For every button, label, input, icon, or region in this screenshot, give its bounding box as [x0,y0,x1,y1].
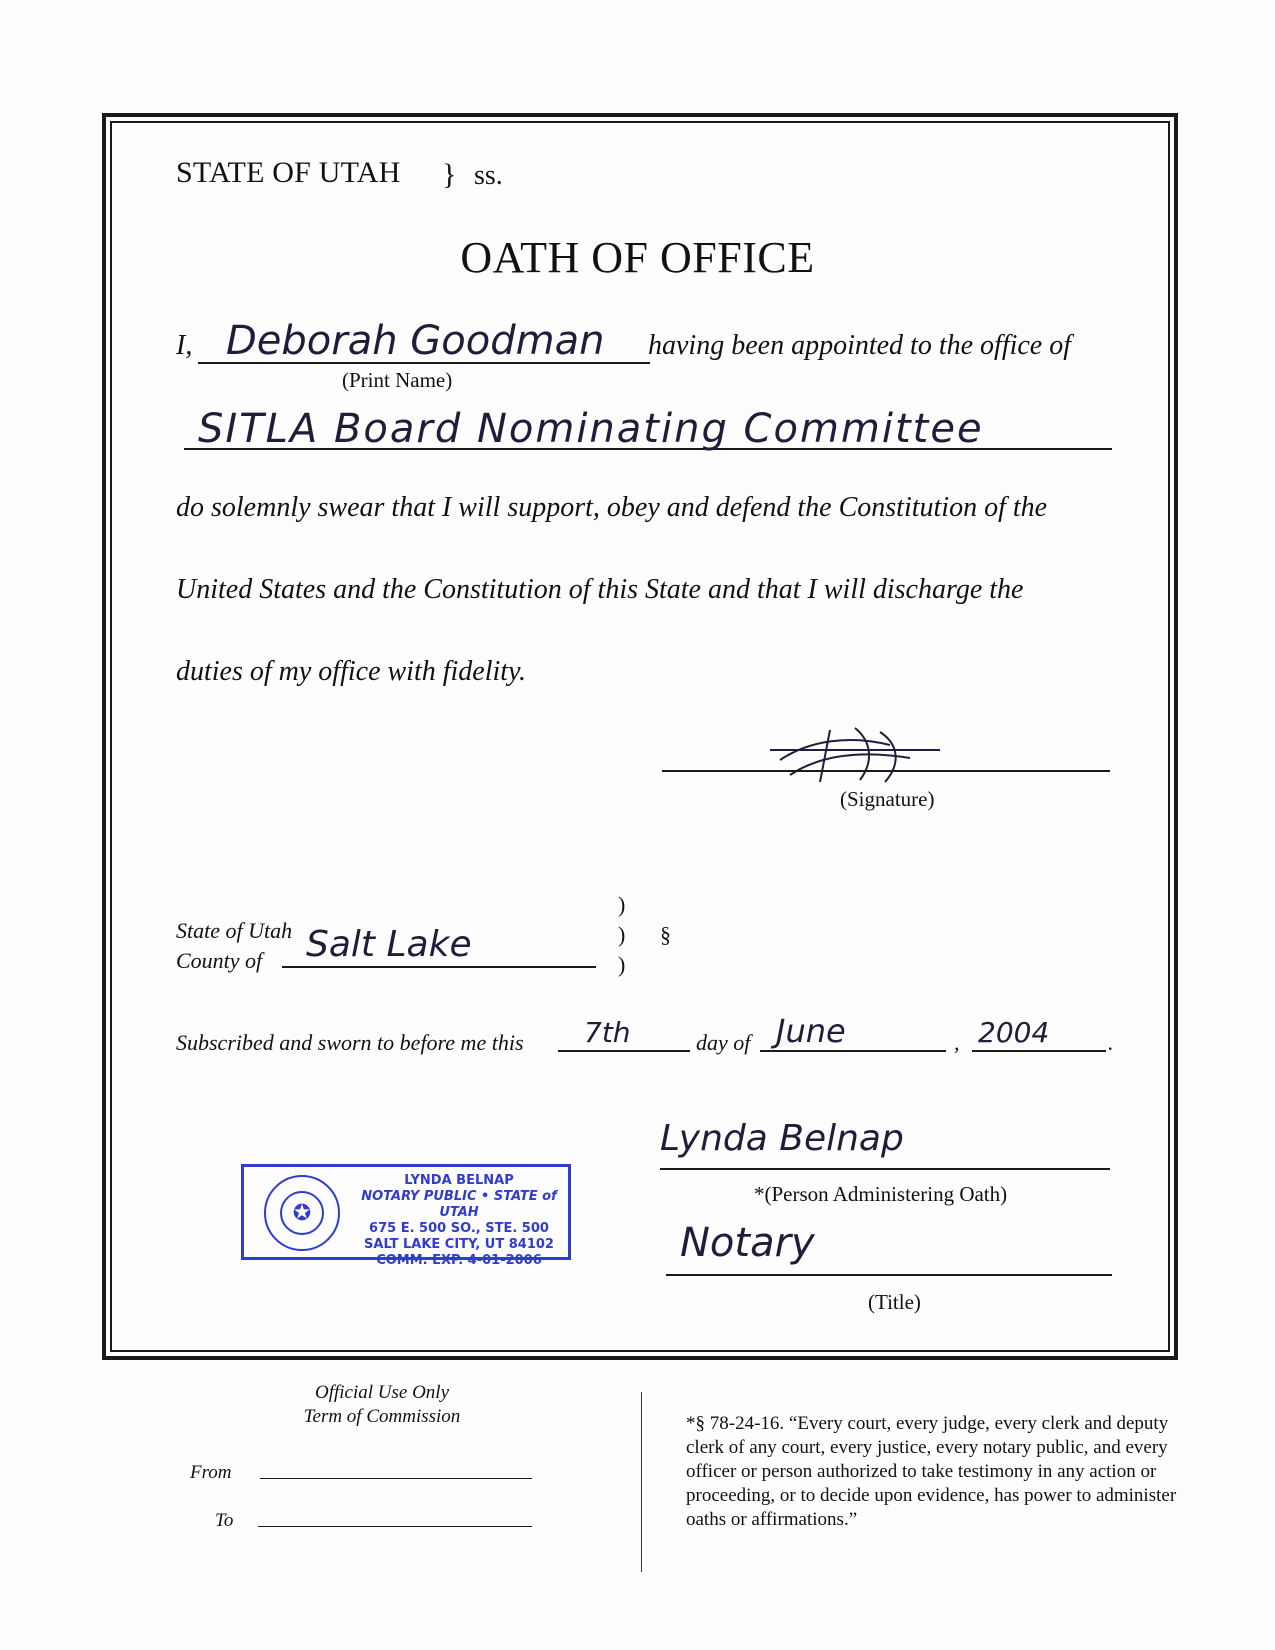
ss-abbreviation: ss. [474,160,503,191]
state-heading: STATE OF UTAH [176,156,401,189]
from-label: From [190,1462,232,1483]
oath-prefix: I, [176,330,193,361]
administrator-label: *(Person Administering Oath) [754,1182,1008,1206]
stamp-line-3: 675 E. 500 SO., STE. 500 [369,1221,549,1236]
month-line [760,1050,946,1052]
administrator-line [660,1168,1110,1170]
handwritten-day: 7th [584,1016,631,1049]
signature-label: (Signature) [840,787,935,811]
oath-appointed-text: having been appointed to the office of [648,330,1072,361]
oath-line-2: United States and the Constitution of this State and that I will discharge the [176,574,1024,605]
venue-county-label: County of [176,948,263,973]
handwritten-office: SITLA Board Nominating Committee [198,406,984,452]
official-use-subtitle: Term of Commission [303,1406,461,1427]
handwritten-administrator-signature: Lynda Belnap [660,1118,904,1159]
handwritten-title: Notary [680,1220,815,1266]
footer-divider [641,1392,642,1572]
statute-footnote: *§ 78-24-16. “Every court, every judge, every clerk and deputy clerk of any court, every justice, every notary public, and every officer or person authorized to take testimony in any action or proceeding, or to decide upon evidence, has power to administer oaths or affirmations.” [686,1413,1177,1530]
venue-state-label: State of Utah [176,918,293,943]
venue-paren-1: ) [618,892,626,917]
official-use-title: Official Use Only [314,1382,450,1403]
state-brace: } [442,158,457,191]
notary-stamp [241,1164,571,1268]
handwritten-month: June [776,1012,846,1050]
from-line [260,1478,532,1479]
section-symbol: § [660,922,671,947]
signature-scribble [760,720,950,790]
stamp-line-1: LYNDA BELNAP [404,1173,514,1188]
signature-line [662,770,1110,772]
day-of-label: day of [696,1030,751,1055]
venue-paren-2: ) [618,922,626,947]
stamp-line-2: NOTARY PUBLIC • STATE of UTAH [361,1189,557,1220]
handwritten-year: 2004 [978,1016,1050,1049]
handwritten-name: Deborah Goodman [226,318,605,364]
title-label: (Title) [868,1290,921,1314]
to-line [258,1526,532,1527]
venue-paren-3: ) [618,952,626,977]
stamp-line-4: SALT LAKE CITY, UT 84102 [364,1237,554,1252]
day-line [558,1050,690,1052]
county-line [282,966,596,968]
date-comma: , [954,1030,960,1055]
document-title: OATH OF OFFICE [460,233,815,282]
oath-line-1: do solemnly swear that I will support, obey and defend the Constitution of the [176,492,1048,523]
stamp-line-5: COMM. EXP. 4-01-2006 [376,1253,542,1268]
sworn-prefix: Subscribed and sworn to before me this [176,1030,524,1055]
year-line [972,1050,1106,1052]
handwritten-county: Salt Lake [306,924,472,965]
to-label: To [215,1510,234,1531]
oath-line-3: duties of my office with fidelity. [176,656,526,687]
date-period: . [1108,1030,1114,1055]
print-name-label: (Print Name) [342,368,453,392]
title-line [666,1274,1112,1276]
state-seal-icon: ✪ [264,1175,340,1251]
